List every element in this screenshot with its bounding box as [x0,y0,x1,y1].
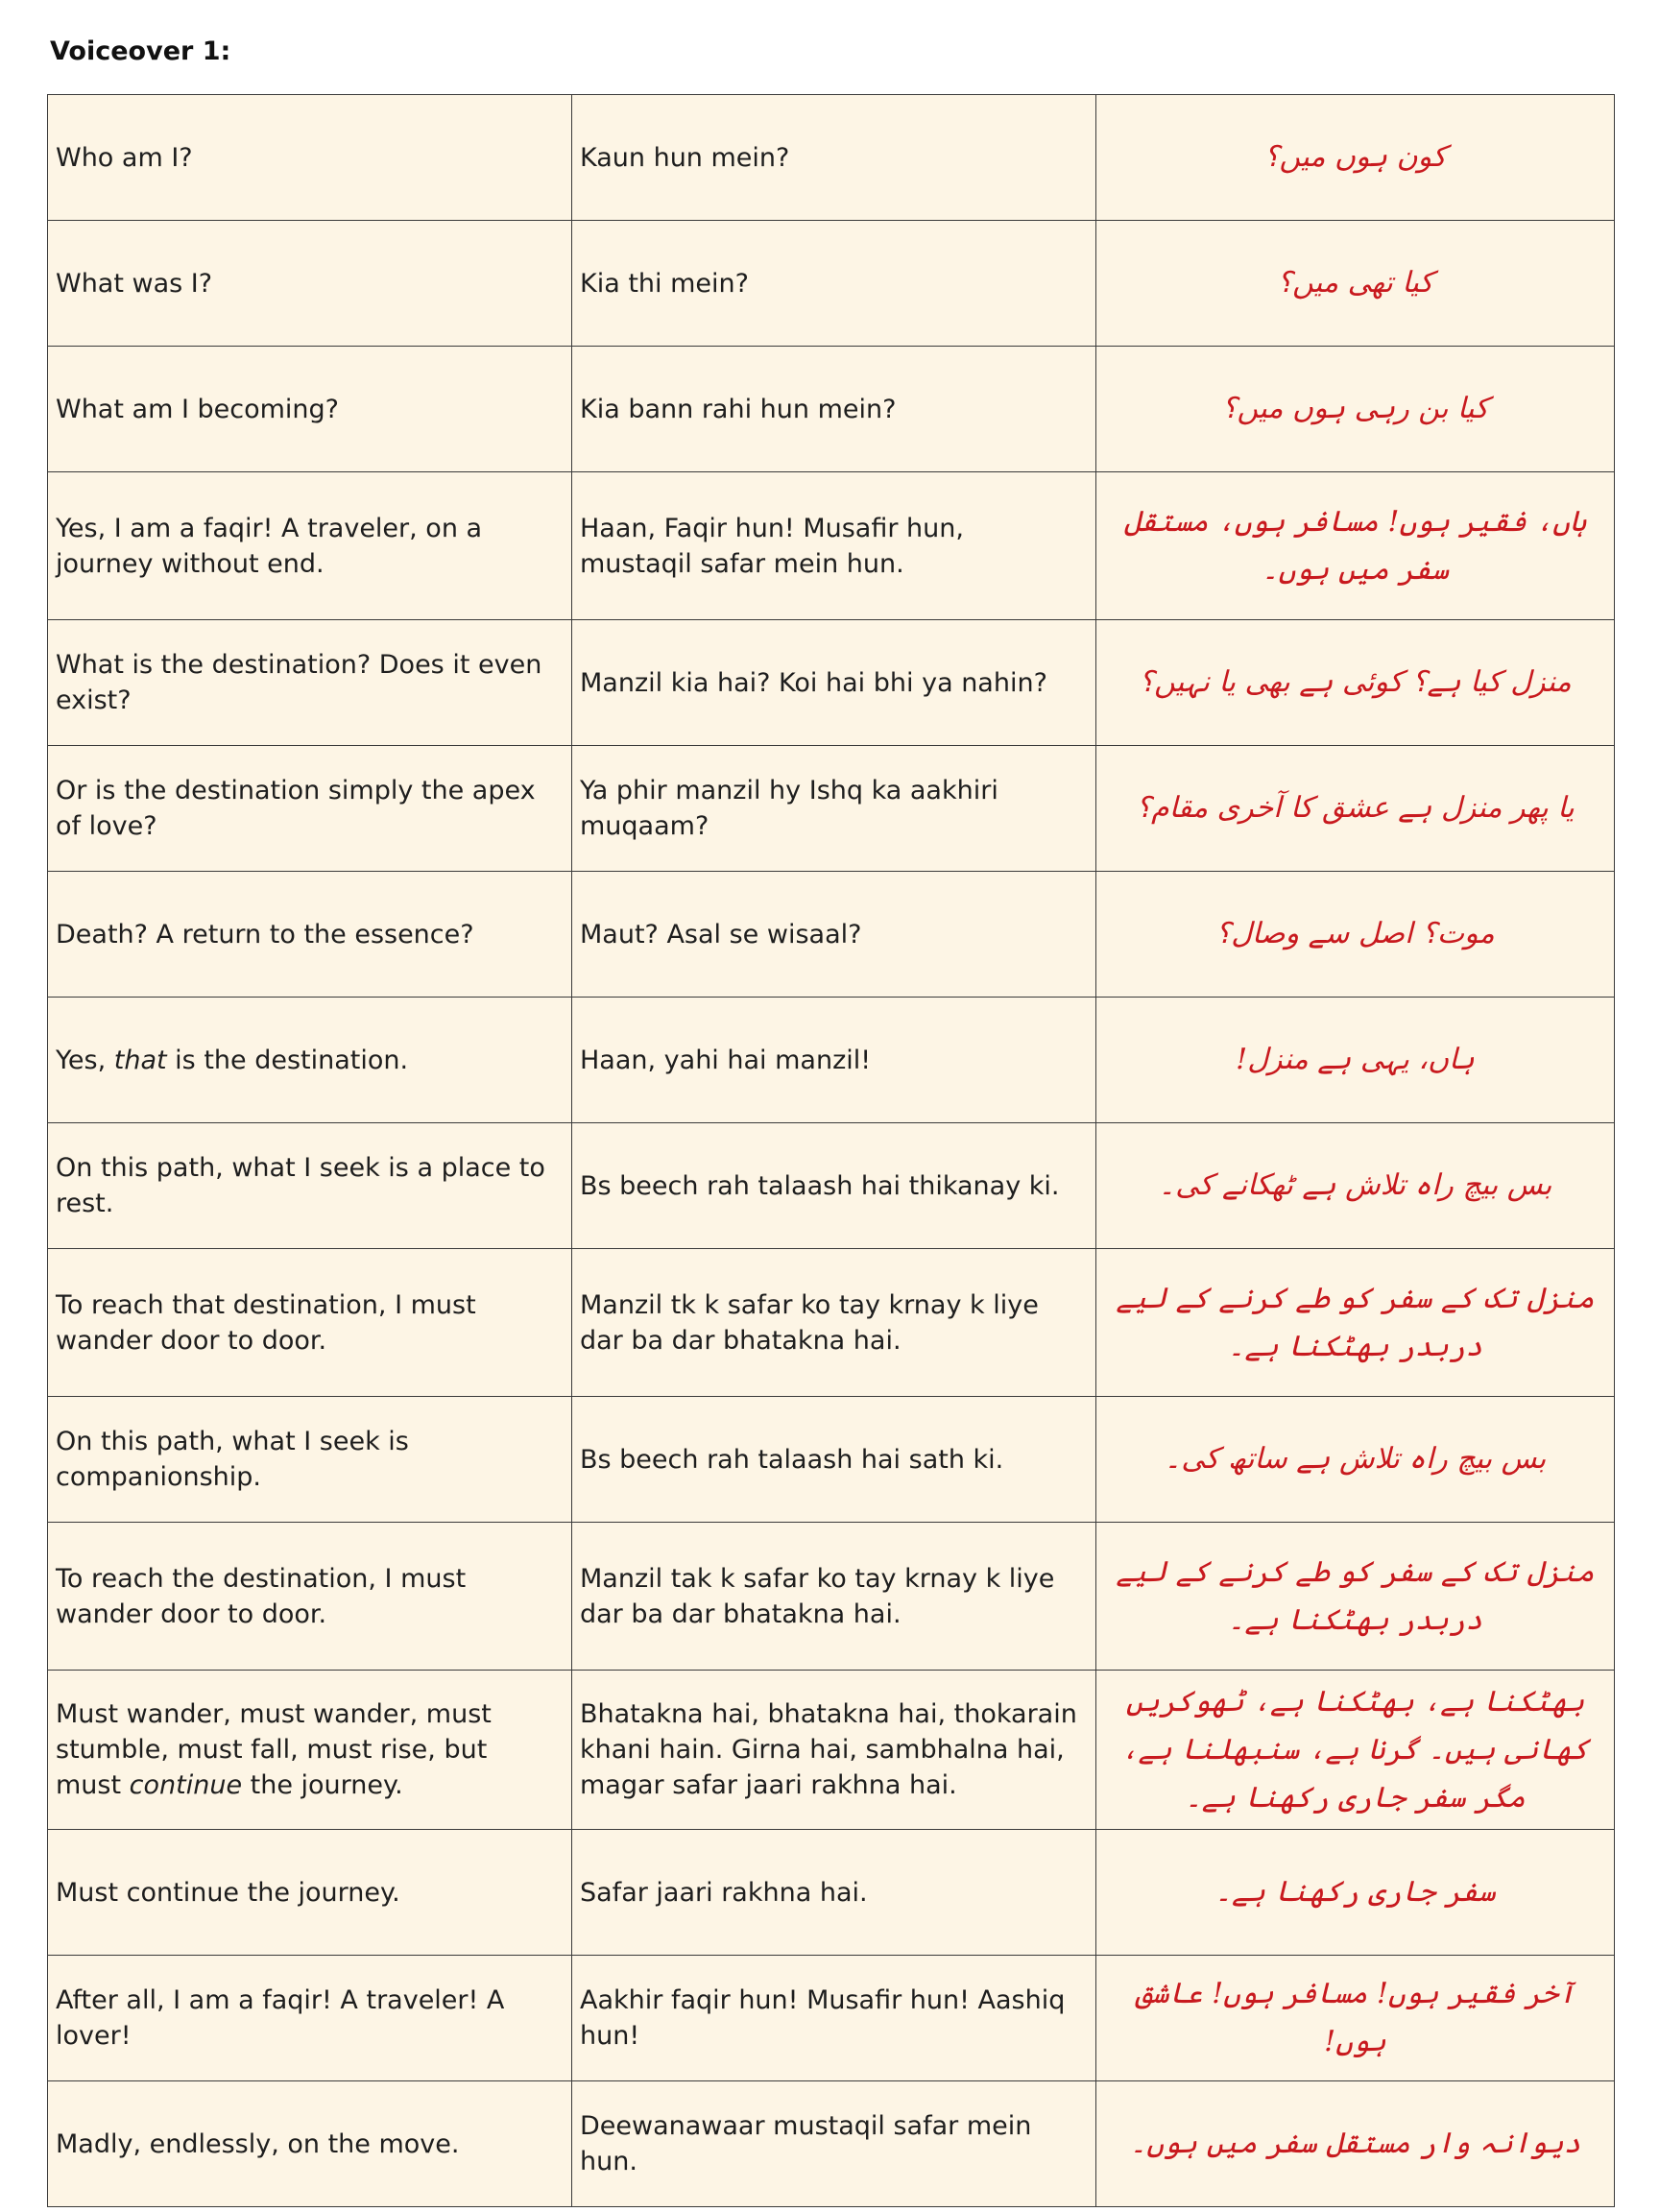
voiceover-heading: Voiceover 1: [50,36,231,66]
roman-urdu-cell: Deewanawaar mustaqil safar mein hun. [572,2081,1096,2207]
roman-urdu-cell: Haan, yahi hai manzil! [572,998,1096,1123]
table-row [48,998,1615,1123]
urdu-cell: سفر جاری رکھنا ہے۔ [1096,1830,1615,1956]
table-row [48,1249,1615,1397]
table-row [48,1671,1615,1830]
roman-urdu-cell: Manzil kia hai? Koi hai bhi ya nahin? [572,620,1096,746]
urdu-cell: ہاں، یہی ہے منزل! [1096,998,1615,1123]
english-cell: On this path, what I seek is a place to rest. [48,1123,572,1249]
urdu-cell: ہاں، فقیر ہوں! مسافر ہوں، مستقل سفر میں ہوں۔ [1096,472,1615,620]
english-text: the journey. [242,1770,403,1800]
urdu-cell: بھٹکنا ہے، بھٹکنا ہے، ٹھوکریں کھانی ہیں۔ گرنا ہے، سنبھلنا ہے، مگر سفر جاری رکھنا ہے۔ [1096,1671,1615,1830]
english-cell: Or is the destination simply the apex of love? [48,746,572,872]
english-cell: On this path, what I seek is companionship. [48,1397,572,1523]
roman-urdu-cell: Kia thi mein? [572,221,1096,347]
table-row [48,1397,1615,1523]
table-row [48,1830,1615,1956]
roman-urdu-cell: Bs beech rah talaash hai thikanay ki. [572,1123,1096,1249]
english-cell: After all, I am a faqir! A traveler! A lover! [48,1956,572,2081]
english-cell: What is the destination? Does it even exist? [48,620,572,746]
table-row [48,746,1615,872]
english-cell [48,998,572,1123]
roman-urdu-cell: Kia bann rahi hun mein? [572,347,1096,472]
table-row [48,1523,1615,1671]
english-cell [48,1671,572,1830]
table-row [48,2081,1615,2207]
table-row [48,1956,1615,2081]
urdu-cell: منزل تک کے سفر کو طے کرنے کے لیے دربدر بھٹکنا ہے۔ [1096,1249,1615,1397]
urdu-cell: بس بیچ راہ تلاش ہے ٹھکانے کی۔ [1096,1123,1615,1249]
table-row [48,221,1615,347]
urdu-cell: کیا بن رہی ہوں میں؟ [1096,347,1615,472]
table-row [48,95,1615,221]
table-row [48,472,1615,620]
english-cell: What am I becoming? [48,347,572,472]
roman-urdu-cell: Aakhir faqir hun! Musafir hun! Aashiq hun! [572,1956,1096,2081]
urdu-cell: کیا تھی میں؟ [1096,221,1615,347]
english-cell: Madly, endlessly, on the move. [48,2081,572,2207]
english-cell: Must continue the journey. [48,1830,572,1956]
table-row [48,620,1615,746]
english-cell: To reach that destination, I must wander door to door. [48,1249,572,1397]
table-row [48,1123,1615,1249]
urdu-cell: منزل کیا ہے؟ کوئی ہے بھی یا نہیں؟ [1096,620,1615,746]
emphasis-text: that [113,1045,167,1075]
emphasis-text: continue [129,1770,243,1800]
english-text: is the destination. [166,1045,409,1075]
urdu-cell: بس بیچ راہ تلاش ہے ساتھ کی۔ [1096,1397,1615,1523]
urdu-cell: منزل تک کے سفر کو طے کرنے کے لیے دربدر بھٹکنا ہے۔ [1096,1523,1615,1671]
urdu-cell: یا پھر منزل ہے عشق کا آخری مقام؟ [1096,746,1615,872]
voiceover-table [47,94,1615,2207]
roman-urdu-cell: Manzil tk k safar ko tay krnay k liye dar ba dar bhatakna hai. [572,1249,1096,1397]
urdu-cell: کون ہوں میں؟ [1096,95,1615,221]
roman-urdu-cell: Bs beech rah talaash hai sath ki. [572,1397,1096,1523]
english-text: Must wander, must wander, must stumble, must fall, must rise, but must [56,1699,492,1800]
english-cell: Death? A return to the essence? [48,872,572,998]
roman-urdu-cell: Haan, Faqir hun! Musafir hun, mustaqil safar mein hun. [572,472,1096,620]
roman-urdu-cell: Ya phir manzil hy Ishq ka aakhiri muqaam? [572,746,1096,872]
roman-urdu-cell: Bhatakna hai, bhatakna hai, thokarain khani hain. Girna hai, sambhalna hai, magar safar jaari rakhna hai. [572,1671,1096,1830]
english-cell: What was I? [48,221,572,347]
roman-urdu-cell: Maut? Asal se wisaal? [572,872,1096,998]
english-text: Yes, [56,1045,114,1075]
english-cell: Who am I? [48,95,572,221]
english-cell: Yes, I am a faqir! A traveler, on a journey without end. [48,472,572,620]
table-row [48,347,1615,472]
urdu-cell: دیوانہ وار مستقل سفر میں ہوں۔ [1096,2081,1615,2207]
roman-urdu-cell: Manzil tak k safar ko tay krnay k liye dar ba dar bhatakna hai. [572,1523,1096,1671]
roman-urdu-cell: Safar jaari rakhna hai. [572,1830,1096,1956]
roman-urdu-cell: Kaun hun mein? [572,95,1096,221]
urdu-cell: موت؟ اصل سے وصال؟ [1096,872,1615,998]
urdu-cell: آخر فقیر ہوں! مسافر ہوں! عاشق ہوں! [1096,1956,1615,2081]
table-row [48,872,1615,998]
english-cell: To reach the destination, I must wander door to door. [48,1523,572,1671]
